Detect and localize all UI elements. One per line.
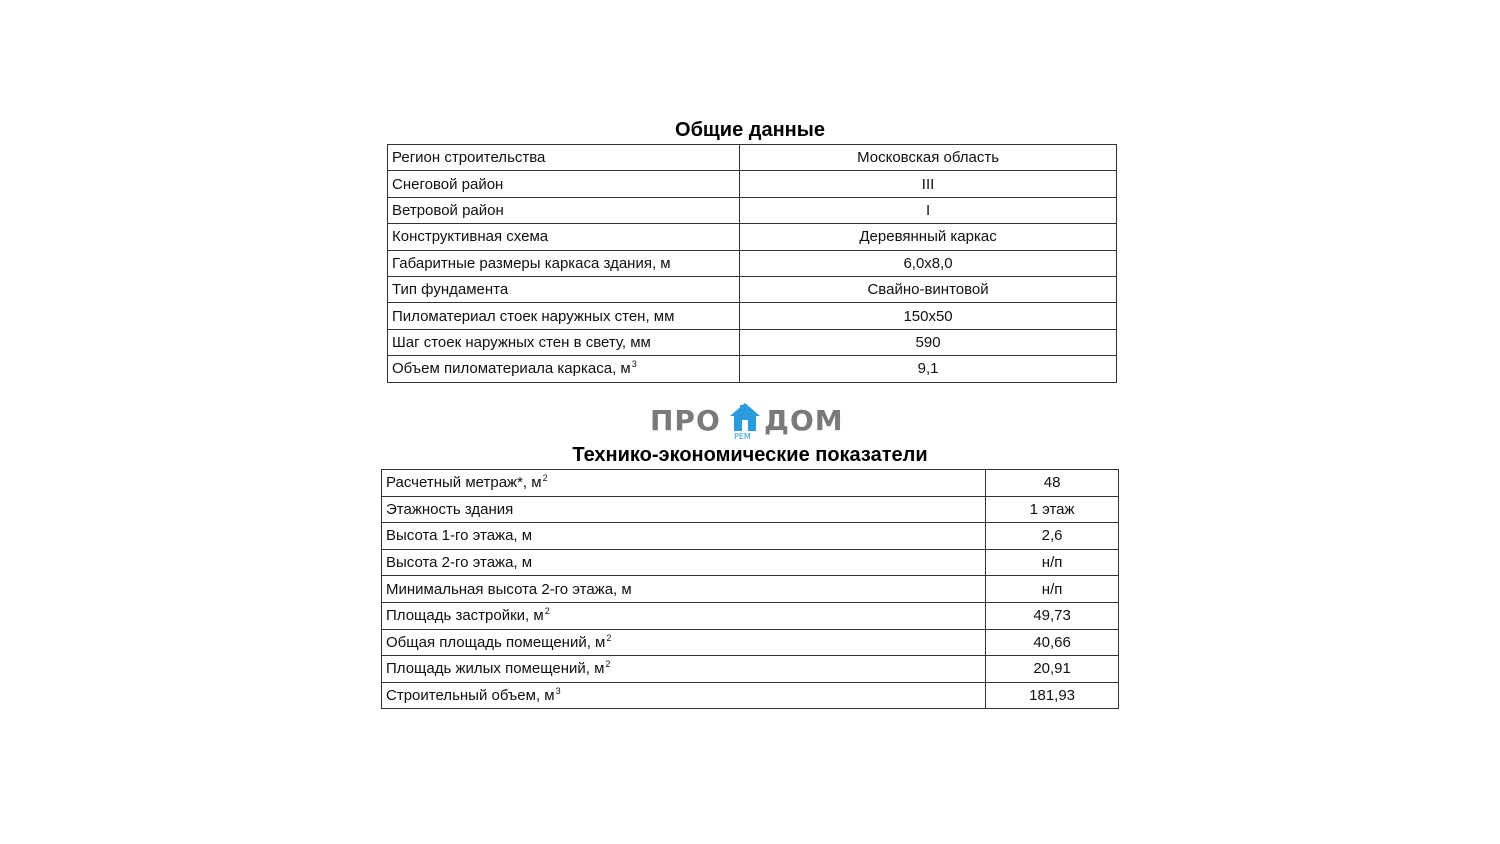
table-row [382,576,1119,603]
row-value: I [740,197,1117,223]
logo-word-pro: ПРО [650,404,721,437]
logo-house-caption: РЕМ [734,432,751,441]
row-value: 590 [740,329,1117,355]
row-value: 48 [986,470,1119,497]
row-value: 150x50 [740,303,1117,329]
row-label: Этажность здания [382,496,986,523]
table-row [382,656,1119,683]
row-value: 2,6 [986,523,1119,550]
row-label: Шаг стоек наружных стен в свету, мм [388,329,740,355]
table-row [382,682,1119,709]
table-row [382,602,1119,629]
table-row [388,329,1117,355]
row-label: Площадь жилых помещений, $м^2$ [382,656,986,683]
technical-indicators-table [381,469,1119,709]
row-label: Габаритные размеры каркаса здания, м [388,250,740,276]
table-row [388,303,1117,329]
row-value: Свайно-винтовой [740,276,1117,302]
logo-word-dom: ДОМ [764,404,844,437]
row-label: Объем пиломатериала каркаса, $м^3$ [388,356,740,382]
row-value: 6,0x8,0 [740,250,1117,276]
row-label: Расчетный метраж*, $м^2$ [382,470,986,497]
row-label: Тип фундамента [388,276,740,302]
row-value: Московская область [740,145,1117,171]
row-label: Пиломатериал стоек наружных стен, мм [388,303,740,329]
row-label: Минимальная высота 2-го этажа, м [382,576,986,603]
row-label: Снеговой район [388,171,740,197]
general-data-title: Общие данные [675,119,825,141]
table-row [388,250,1117,276]
table-row [388,224,1117,250]
row-value: 9,1 [740,356,1117,382]
table-row [388,276,1117,302]
row-value: н/п [986,549,1119,576]
general-data-table [387,144,1117,383]
table-row [382,523,1119,550]
technical-indicators-title: Технико-экономические показатели [572,444,928,466]
table-row [388,171,1117,197]
row-value: Деревянный каркас [740,224,1117,250]
table-row [388,197,1117,223]
general-data-rows [388,145,1117,383]
row-label: Площадь застройки, $м^2$ [382,602,986,629]
row-label: Строительный объем, $м^3$ [382,682,986,709]
row-value: 181,93 [986,682,1119,709]
table-row [382,629,1119,656]
row-value: 1 этаж [986,496,1119,523]
row-label: Конструктивная схема [388,224,740,250]
table-row [382,496,1119,523]
table-row [382,470,1119,497]
table-row [388,356,1117,382]
row-value: III [740,171,1117,197]
row-label: Ветровой район [388,197,740,223]
table-row [388,145,1117,171]
row-label: Регион строительства [388,145,740,171]
row-value: н/п [986,576,1119,603]
table-row [382,549,1119,576]
row-label: Высота 1-го этажа, м [382,523,986,550]
row-value: 49,73 [986,602,1119,629]
row-value: 40,66 [986,629,1119,656]
row-value: 20,91 [986,656,1119,683]
technical-indicators-rows [382,470,1119,709]
prodom-logo [650,401,850,443]
row-label: Высота 2-го этажа, м [382,549,986,576]
row-label: Общая площадь помещений, $м^2$ [382,629,986,656]
